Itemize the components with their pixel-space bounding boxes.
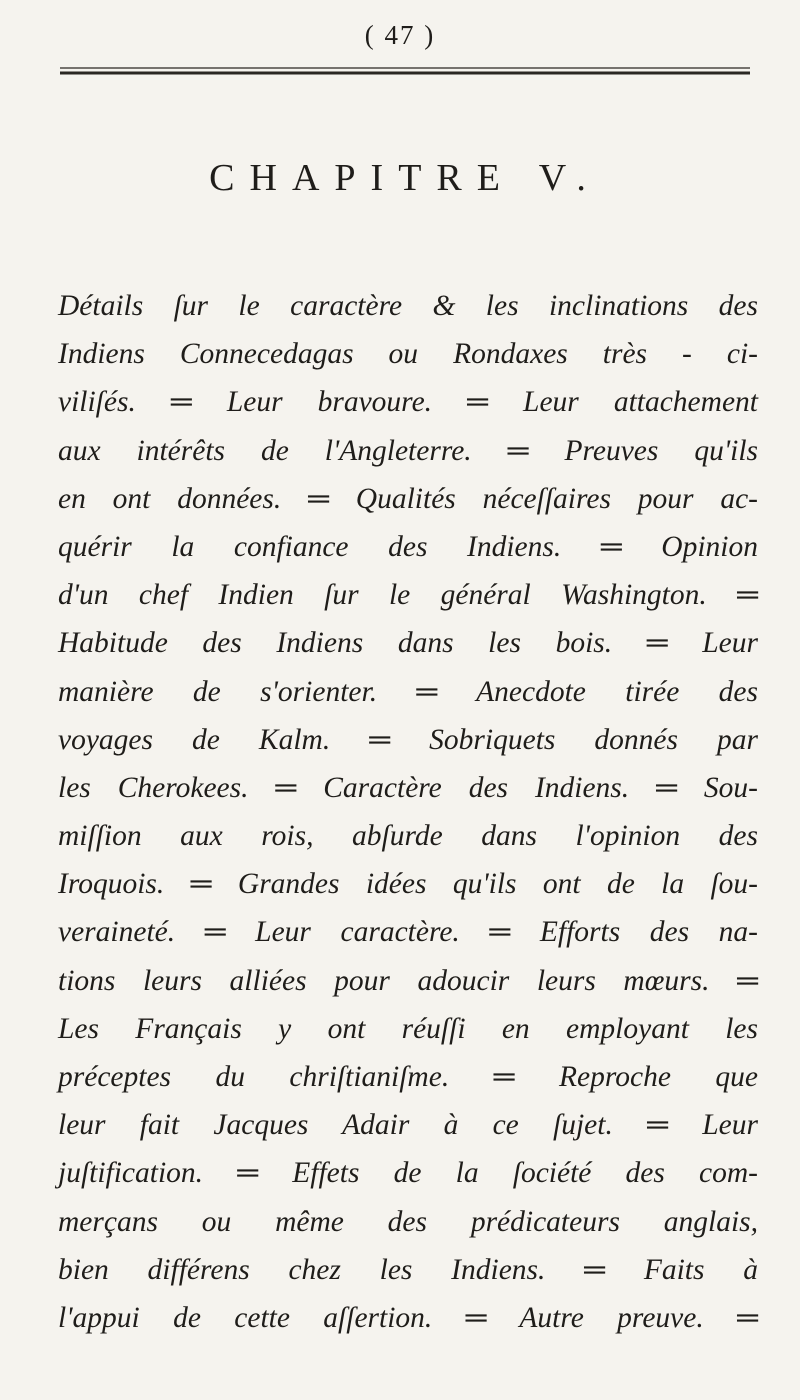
summary-line: l'appui de cette aſſertion. ═ Autre preuve. ═ [58,1301,758,1334]
summary-line: juſtification. ═ Effets de la ſociété des com- [58,1157,758,1190]
summary-line: en ont données. ═ Qualités néceſſaires pour ac- [58,482,758,515]
summary-line: aux intérêts de l'Angleterre. ═ Preuves qu'ils [58,434,758,467]
chapter-title: CHAPITRE V. [209,157,601,199]
summary-line: d'un chef Indien ſur le général Washington. ═ [58,579,758,612]
summary-line: viliſés. ═ Leur bravoure. ═ Leur attachement [58,386,758,419]
summary-line: Indiens Connecedagas ou Rondaxes très - ci- [58,338,758,371]
summary-line: les Cherokees. ═ Caractère des Indiens. ═ Sou- [58,771,758,804]
summary-line: miſſion aux rois, abſurde dans l'opinion des [58,820,758,853]
summary-line: bien différens chez les Indiens. ═ Faits à [58,1253,758,1286]
summary-line: Les Français y ont réuſſi en employant les [58,1012,758,1045]
summary-line: manière de s'orienter. ═ Anecdote tirée des [58,675,758,708]
summary-line: Iroquois. ═ Grandes idées qu'ils ont de la ſou- [58,868,758,901]
page-number: ( 47 ) [364,20,436,50]
summary-line: Détails ſur le caractère & les inclinations des [58,290,758,322]
summary-line: Habitude des Indiens dans les bois. ═ Leur [58,627,758,660]
header-rule [60,66,750,77]
summary-line: merçans ou même des prédicateurs anglais, [58,1205,758,1238]
summary-line: veraineté. ═ Leur caractère. ═ Efforts des na- [58,916,758,949]
summary-line: voyages de Kalm. ═ Sobriquets donnés par [58,723,758,756]
double-rule-icon [60,66,750,77]
summary-line: leur fait Jacques Adair à ce ſujet. ═ Leur [58,1109,758,1142]
chapter-summary [58,282,758,1342]
summary-line: tions leurs alliées pour adoucir leurs mœurs. ═ [58,964,758,997]
summary-line: préceptes du chriſtianiſme. ═ Reproche que [58,1061,758,1093]
summary-line: quérir la confiance des Indiens. ═ Opinion [58,530,758,563]
